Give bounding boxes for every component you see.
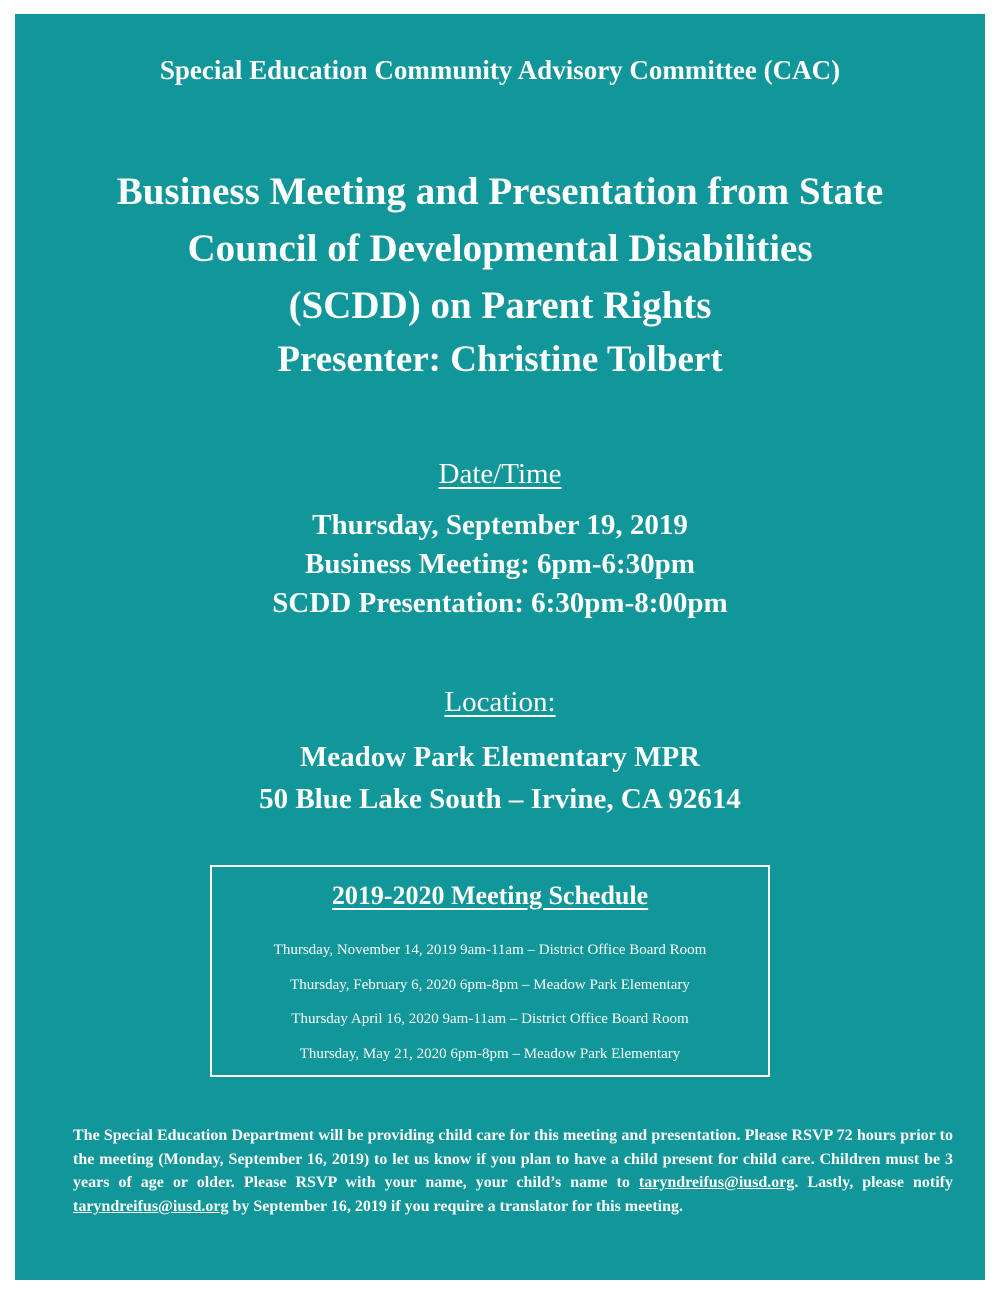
location-heading-label: Location: [444, 686, 556, 718]
presentation-time: SCDD Presentation: 6:30pm-8:00pm [272, 587, 728, 619]
flyer [15, 14, 985, 1280]
location-heading [15, 684, 985, 720]
committee-name: Special Education Community Advisory Committee (CAC) [159, 55, 841, 85]
meeting-schedule-list [212, 933, 768, 1071]
schedule-item: Thursday April 16, 2020 9am-11am – District Office Board Room [291, 1011, 689, 1027]
datetime-heading-label: Date/Time [438, 458, 562, 490]
location-details [15, 736, 985, 820]
event-title [15, 163, 985, 334]
meeting-schedule-box [210, 865, 770, 1077]
schedule-item: Thursday, May 21, 2020 6pm-8pm – Meadow Park Elementary [299, 1045, 681, 1062]
datetime-heading [15, 456, 985, 492]
rsvp-email-link[interactable]: taryndreifus@iusd.org [638, 1174, 795, 1191]
meeting-schedule-title-label: 2019-2020 Meeting Schedule [331, 881, 649, 910]
translator-email-link[interactable]: taryndreifus@iusd.org [73, 1197, 229, 1215]
venue-address: 50 Blue Lake South – Irvine, CA 92614 [259, 783, 741, 815]
schedule-item: Thursday, February 6, 2020 6pm-8pm – Meadow Park Elementary [290, 976, 690, 993]
event-date: Thursday, September 19, 2019 [312, 509, 688, 541]
datetime-details [15, 506, 985, 623]
event-title-line: (SCDD) on Parent Rights [288, 284, 712, 327]
event-title-line: Council of Developmental Disabilities [187, 227, 813, 270]
presenter: Presenter: Christine Tolbert [277, 339, 723, 380]
meeting-schedule-title [212, 879, 768, 913]
child-care-notice [73, 1124, 953, 1218]
notice-text: . Lastly, please notify [794, 1174, 953, 1191]
venue-name: Meadow Park Elementary MPR [299, 741, 701, 773]
schedule-item: Thursday, November 14, 2019 9am-11am – District Office Board Room [273, 942, 707, 958]
notice-text: by September 16, 2019 if you require a translator for this meeting. [228, 1197, 683, 1215]
business-meeting-time: Business Meeting: 6pm-6:30pm [305, 548, 695, 580]
notice-text: The Special Education Department will be providing child care for this meeting and presentation. Please RSVP 72 hours prior to the meeting (Monday, September 16, 2019) to let us know if you plan to have a child present for child care. Children must be 3 years of age or older. Please RSVP with your name, your child’s name to [73, 1127, 953, 1191]
event-title-line: Business Meeting and Presentation from State [116, 170, 884, 213]
